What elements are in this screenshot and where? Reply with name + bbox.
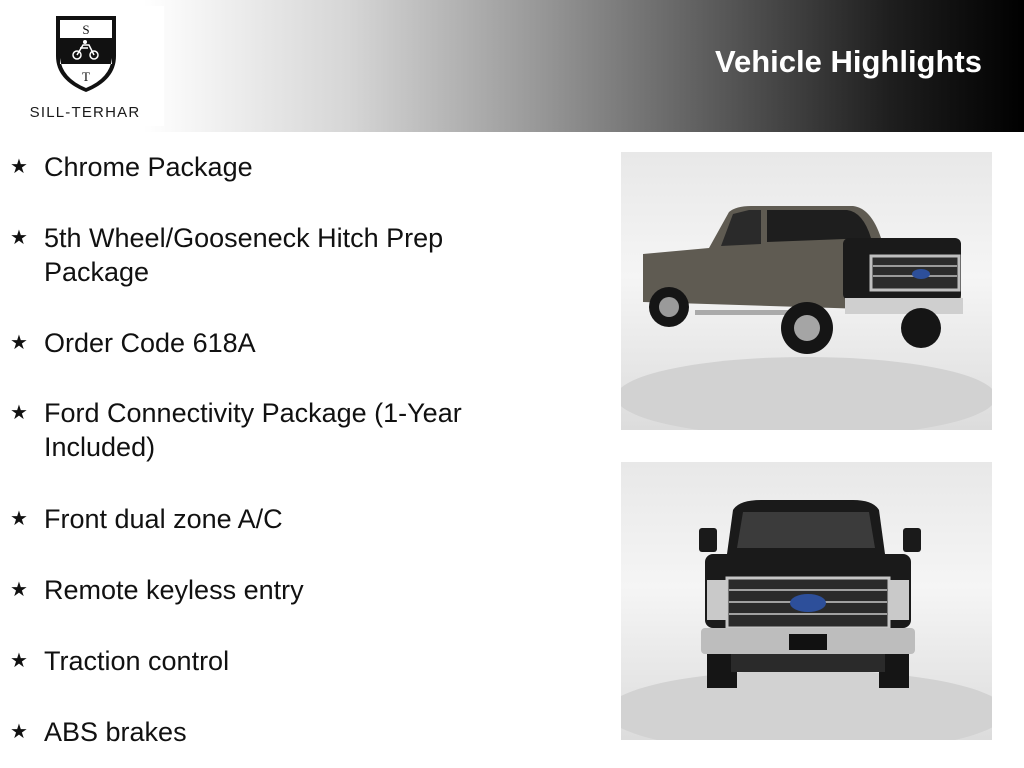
- feature-item: [10, 502, 570, 536]
- feature-text: ABS brakes: [44, 717, 187, 747]
- star-icon: ★: [10, 227, 28, 249]
- star-icon: ★: [10, 156, 28, 178]
- feature-item: [10, 326, 570, 360]
- feature-text: Chrome Package: [44, 152, 253, 182]
- star-icon: ★: [10, 579, 28, 601]
- header-banner: [0, 0, 1024, 132]
- shield-logo-icon: [52, 12, 120, 94]
- truck-front-photo[interactable]: [621, 462, 992, 740]
- truck-side-illustration: [621, 152, 992, 430]
- star-icon: ★: [10, 332, 28, 354]
- feature-text: Front dual zone A/C: [44, 504, 283, 534]
- feature-item: [10, 644, 570, 678]
- feature-text: Ford Connectivity Package (1-Year Included): [44, 398, 462, 462]
- dealer-logo[interactable]: [6, 6, 164, 126]
- star-icon: ★: [10, 402, 28, 424]
- logo-monogram-bottom: T: [82, 69, 90, 84]
- star-icon: ★: [10, 508, 28, 530]
- star-icon: ★: [10, 650, 28, 672]
- truck-side-photo[interactable]: [621, 152, 992, 430]
- truck-front-illustration: [621, 462, 992, 740]
- feature-item: [10, 150, 570, 184]
- feature-item: [10, 396, 570, 464]
- page-title: Vehicle Highlights: [715, 44, 982, 79]
- feature-text: 5th Wheel/Gooseneck Hitch Prep Package: [44, 223, 444, 287]
- feature-text: Order Code 618A: [44, 328, 256, 358]
- feature-text: Remote keyless entry: [44, 575, 304, 605]
- feature-text: Traction control: [44, 646, 230, 676]
- feature-item: [10, 221, 570, 289]
- logo-wordmark: SILL-TERHAR: [29, 104, 141, 121]
- feature-item: [10, 573, 570, 607]
- star-icon: ★: [10, 721, 28, 743]
- logo-monogram-top: S: [82, 22, 90, 37]
- feature-item: [10, 715, 570, 749]
